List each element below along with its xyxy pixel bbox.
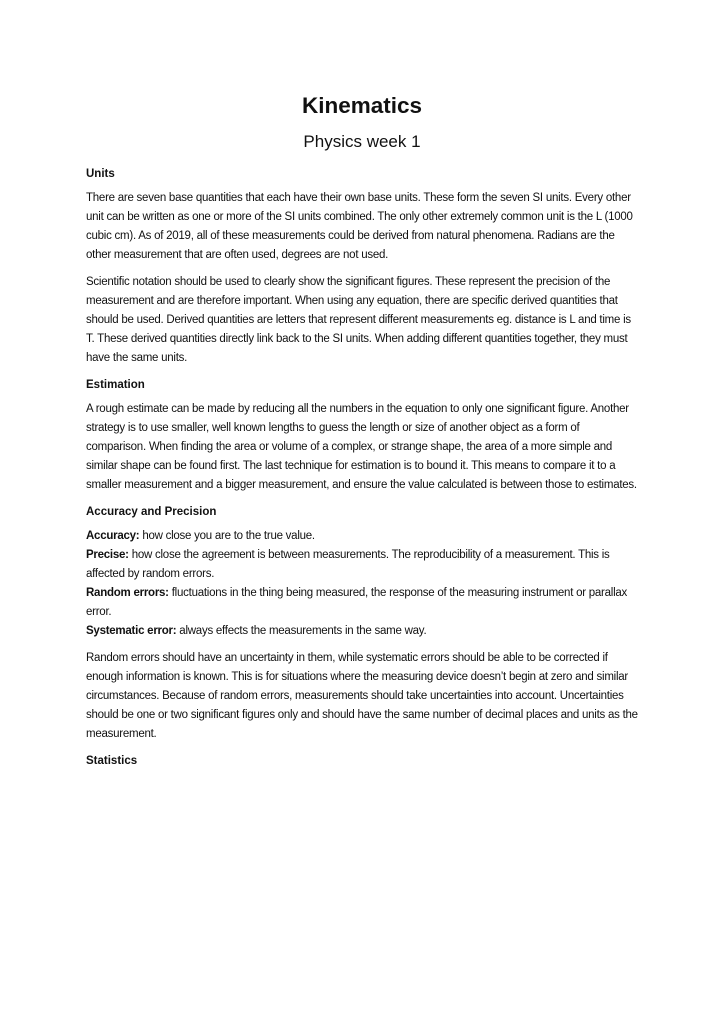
definition-text: how close the agreement is between measurements. The reproducibility of a measurement. This is affected by random errors. [86,549,610,580]
section-units [86,165,638,368]
definition-text: fluctuations in the thing being measured, the response of the measuring instrument or parallax error. [86,587,628,618]
accuracy-paragraph-1: Random errors should have an uncertainty in them, while systematic errors should be able to be corrected if enough information is known. This is for situations where the measuring device doesn’t begin at zero and similar circumstances. Because of random errors, measurements should take uncertainties into account. Uncertainties should be one or two significant figures only and should have the same number of decimal places and units as the measurement. [86,652,638,740]
definition-precise [86,546,638,584]
section-heading-units: Units [86,168,115,180]
definition-term: Precise: [86,549,129,561]
units-paragraph-2: Scientific notation should be used to clearly show the significant figures. These represent the precision of the measurement and are therefore important. When using any equation, there are specific derived quantities that should be used. Derived quantities are letters that represent different measurements eg. distance is L and time is T. These derived quantities directly link back to the SI units. When adding different quantities together, they must have the same units. [86,276,631,364]
page-title: Kinematics [301,93,423,118]
section-estimation [86,376,638,495]
page-subtitle: Physics week 1 [303,132,421,151]
section-accuracy-precision [86,503,638,744]
definition-text: how close you are to the true value. [139,530,315,542]
section-heading-estimation: Estimation [86,379,145,391]
definition-accuracy [86,527,638,546]
section-heading-accuracy: Accuracy and Precision [86,506,217,518]
definition-list [86,527,638,641]
definition-term: Random errors: [86,587,169,599]
definition-random-errors [86,584,638,622]
definition-systematic-error [86,622,638,641]
units-paragraph-1: There are seven base quantities that each have their own base units. These form the seven SI units. Every other unit can be written as one or more of the SI units combined. The only other extremely common unit is the L (1000 cubic cm). As of 2019, all of these measurements could be derived from natural phenomena. Radians are the other measurement that are often used, degrees are not used. [86,192,633,261]
definition-term: Systematic error: [86,625,177,637]
definition-text: always effects the measurements in the same way. [176,625,427,637]
definition-term: Accuracy: [86,530,140,542]
estimation-paragraph-1: A rough estimate can be made by reducing all the numbers in the equation to only one significant figure. Another strategy is to use smaller, well known lengths to guess the length or size of another object as a form of comparison. When finding the area or volume of a complex, or strange shape, the area of a more simple and similar shape can be found first. The last technique for estimation is to bound it. This means to compare it to a smaller measurement and a bigger measurement, and ensure the value calculated is between those to estimates. [86,403,637,491]
section-statistics [86,752,638,770]
section-heading-statistics: Statistics [86,755,138,767]
